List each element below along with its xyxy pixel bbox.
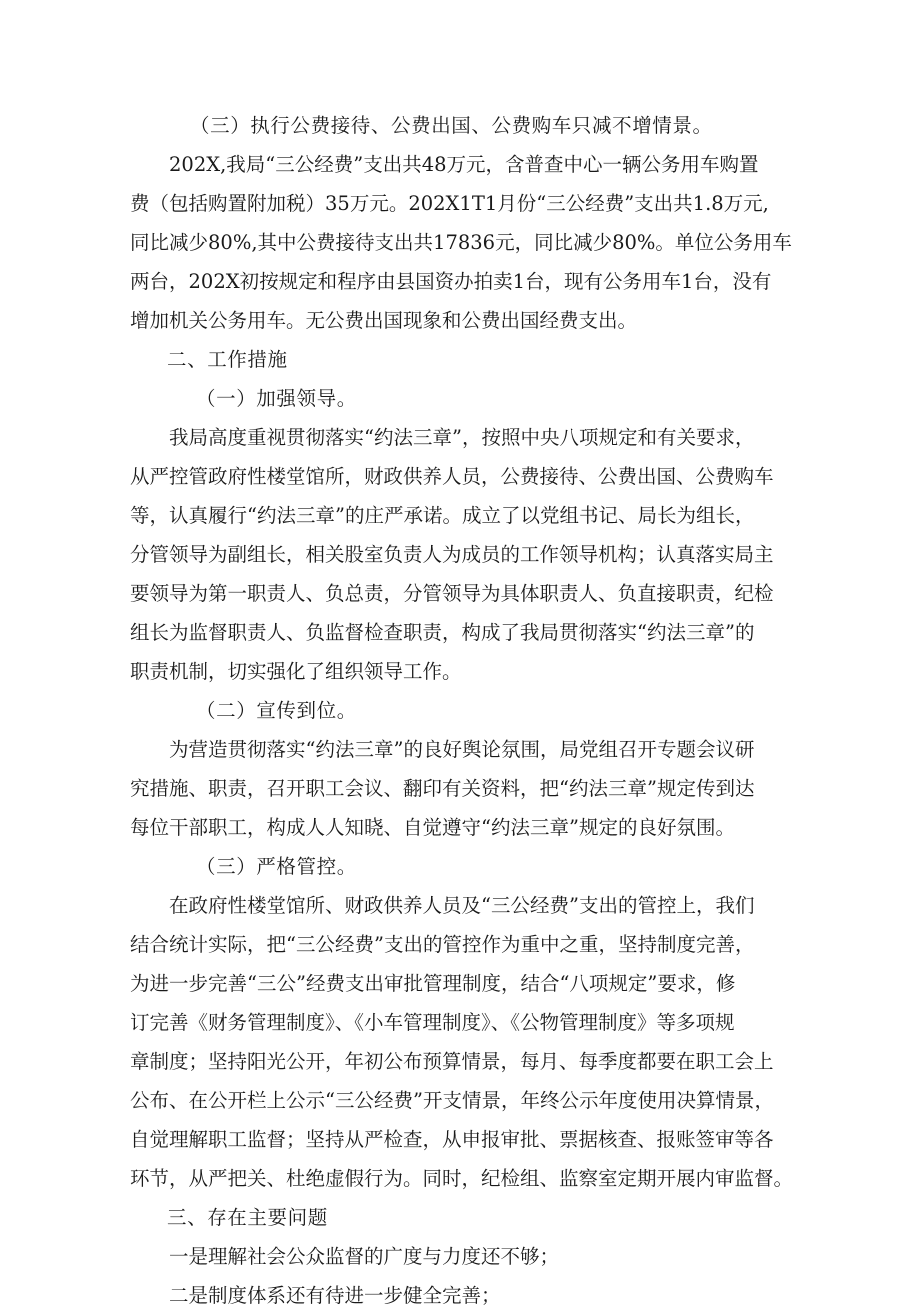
paragraph-line: 一是理解社会公众监督的广度与力度还不够； bbox=[169, 1245, 560, 1268]
paragraph-line: 每位干部职工，构成人人知晓、自觉遵守“约法三章”规定的良好氛围。 bbox=[130, 816, 735, 839]
paragraph-line: 为营造贯彻落实“约法三章”的良好舆论氛围，局党组召开专题会议研 bbox=[169, 738, 755, 761]
paragraph-line: 自觉理解职工监督；坚持从严检查，从申报审批、票据核查、报账签审等各 bbox=[130, 1128, 774, 1151]
paragraph-publicity bbox=[130, 730, 798, 847]
paragraph-control bbox=[130, 886, 798, 1198]
section-subheading: （三）执行公费接待、公费出国、公费购车只减不增情景。 bbox=[190, 114, 713, 137]
paragraph-line: 组长为监督职责人、负监督检查职责，构成了我局贯彻落实“约法三章”的 bbox=[130, 621, 755, 644]
paragraph-line: 在政府性楼堂馆所、财政供养人员及“三公经费”支出的管控上，我们 bbox=[169, 894, 755, 917]
paragraph-expenses bbox=[130, 145, 798, 340]
paragraph-line: 增加机关公务用车。无公费出国现象和公费出国经费支出。 bbox=[130, 309, 638, 332]
paragraph-line: 从严控管政府性楼堂馆所，财政供养人员，公费接待、公费出国、公费购车 bbox=[130, 465, 774, 488]
section-subheading: （二）宣传到位。 bbox=[196, 699, 357, 722]
paragraph-line: 202X,我局“三公经费”支出共48万元，含普查中心一辆公务用车购置 bbox=[169, 153, 759, 176]
section-heading: 二、工作措施 bbox=[167, 348, 288, 371]
paragraph-issue-2 bbox=[130, 1276, 798, 1315]
paragraph-line: 公布、在公开栏上公示“三公经费”开支情景，年终公示年度使用决算情景， bbox=[130, 1089, 774, 1112]
paragraph-line: 要领导为第一职责人、负总责，分管领导为具体职责人、负直接职责，纪检 bbox=[130, 582, 774, 605]
paragraph-line: 订完善《财务管理制度》、《小车管理制度》、《公物管理制度》等多项规 bbox=[130, 1011, 735, 1034]
paragraph-line: 章制度；坚持阳光公开，年初公布预算情景，每月、每季度都要在职工会上 bbox=[130, 1050, 774, 1073]
paragraph-line: 分管领导为副组长，相关股室负责人为成员的工作领导机构；认真落实局主 bbox=[130, 543, 774, 566]
paragraph-issue-1 bbox=[130, 1237, 798, 1276]
paragraph-line: 为进一步完善“三公”经费支出审批管理制度，结合“八项规定”要求，修 bbox=[130, 972, 736, 995]
paragraph-line: 同比减少80%,其中公费接待支出共17836元，同比减少80%。单位公务用车 bbox=[130, 231, 792, 254]
paragraph-leadership bbox=[130, 418, 798, 691]
paragraph-line: 我局高度重视贯彻落实“约法三章”，按照中央八项规定和有关要求， bbox=[169, 426, 755, 449]
document-body bbox=[130, 106, 798, 1315]
paragraph-line: 费（包括购置附加税）35万元。202X1T1月份“三公经费”支出共1.8万元, bbox=[130, 192, 769, 215]
paragraph-line: 等，认真履行“约法三章”的庄严承诺。成立了以党组书记、局长为组长， bbox=[130, 504, 755, 527]
section-subheading: （一）加强领导。 bbox=[196, 387, 357, 410]
paragraph-line: 究措施、职责，召开职工会议、翻印有关资料，把“约法三章”规定传到达 bbox=[130, 777, 755, 800]
paragraph-line: 环节，从严把关、杜绝虚假行为。同时，纪检组、监察室定期开展内审监督。 bbox=[130, 1167, 794, 1190]
paragraph-line: 职责机制，切实强化了组织领导工作。 bbox=[130, 660, 462, 683]
paragraph-line: 结合统计实际，把“三公经费”支出的管控作为重中之重，坚持制度完善， bbox=[130, 933, 755, 956]
section-subheading: （三）严格管控。 bbox=[196, 855, 357, 878]
paragraph-line: 二是制度体系还有待进一步健全完善； bbox=[169, 1284, 501, 1307]
section-heading: 三、存在主要问题 bbox=[167, 1206, 328, 1229]
paragraph-line: 两台，202X初按规定和程序由县国资办拍卖1台，现有公务用车1台，没有 bbox=[130, 270, 772, 293]
